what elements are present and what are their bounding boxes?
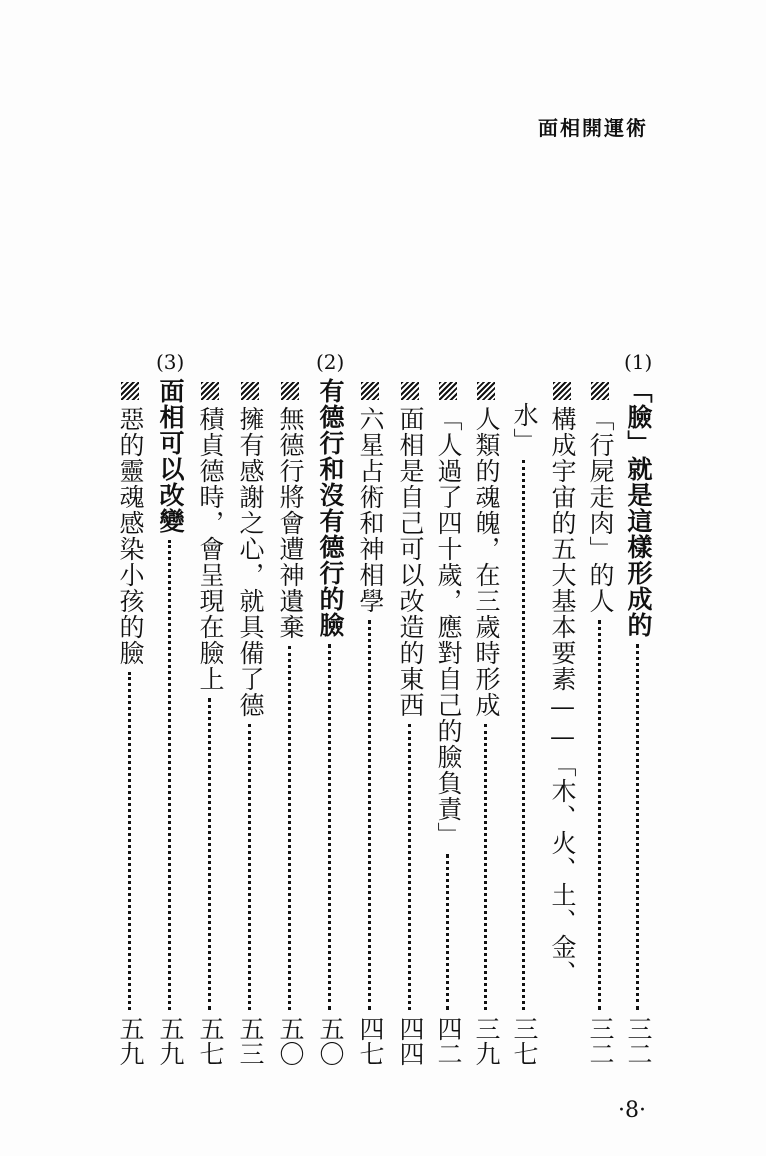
toc-title	[432, 378, 464, 848]
section-number: (1)	[624, 350, 653, 374]
dot-leader	[522, 460, 525, 1010]
hatched-square-icon	[553, 382, 571, 400]
hatched-square-icon	[439, 382, 457, 400]
toc-title	[622, 378, 654, 638]
dot-leader	[368, 620, 371, 1010]
toc-title-text: 人類的魂魄，在三歲時形成	[472, 406, 501, 718]
toc-entry	[584, 350, 616, 1080]
hatched-square-icon	[591, 382, 609, 400]
toc-title	[354, 378, 386, 614]
toc-title-text: 無德行將會遭神遺棄	[276, 406, 305, 640]
toc-entry	[394, 350, 426, 1080]
hatched-square-icon	[241, 382, 259, 400]
toc-title	[584, 378, 616, 614]
toc-entry	[508, 350, 540, 1080]
toc-entry	[354, 350, 386, 1080]
dot-leader	[598, 620, 601, 1010]
toc-title-text: 惡的靈魂感染小孩的臉	[116, 406, 145, 666]
toc-entry	[114, 350, 146, 1080]
toc-title	[508, 402, 540, 454]
toc-entry	[314, 350, 346, 1080]
hatched-square-icon	[281, 382, 299, 400]
toc-title	[234, 378, 266, 718]
toc-title	[394, 378, 426, 718]
toc-entry	[432, 350, 464, 1080]
toc-title	[194, 378, 226, 692]
toc-title	[154, 378, 186, 534]
toc-page-number: 三二	[624, 1016, 653, 1066]
toc-page-number: 三二	[586, 1016, 615, 1066]
dot-leader	[248, 724, 251, 1010]
dot-leader	[408, 724, 411, 1010]
dot-leader	[168, 540, 171, 1010]
toc-entry	[546, 350, 578, 1080]
toc-page-number: 三七	[510, 1016, 539, 1066]
toc-page-number: 四七	[356, 1016, 385, 1066]
toc-title-text: 六星占術和神相學	[356, 406, 385, 614]
section-number: (3)	[156, 350, 185, 374]
hatched-square-icon	[477, 382, 495, 400]
toc-title-text: 「人過了四十歲，應對自己的臉負責」	[434, 406, 463, 848]
toc-page-number: 五七	[196, 1016, 225, 1066]
dot-leader	[446, 854, 449, 1010]
dot-leader	[636, 644, 639, 1010]
toc-title-text: 「行屍走肉」的人	[586, 406, 615, 614]
toc-title-text: 有德行和沒有德行的臉	[316, 378, 345, 638]
toc-title	[114, 378, 146, 666]
toc-page-number: 四二	[434, 1016, 463, 1066]
toc-entry	[622, 350, 654, 1080]
toc-title	[314, 378, 346, 638]
toc-page-number: 五九	[116, 1016, 145, 1066]
toc-title-text: 面相是自己可以改造的東西	[396, 406, 425, 718]
toc-entry	[470, 350, 502, 1080]
toc-title-text: 構成宇宙的五大基本要素——「木、火、土、金、	[548, 406, 577, 986]
toc-title-text: 「臉」就是這樣形成的	[624, 378, 653, 638]
toc-page-number: 五〇	[316, 1016, 345, 1066]
toc-title	[546, 378, 578, 986]
toc-title	[470, 378, 502, 718]
toc-entry	[274, 350, 306, 1080]
toc-entry	[154, 350, 186, 1080]
dot-leader	[288, 646, 291, 1010]
dot-leader	[328, 644, 331, 1010]
toc-page-number: 五〇	[276, 1016, 305, 1066]
toc-title-text: 水」	[510, 402, 539, 454]
hatched-square-icon	[361, 382, 379, 400]
toc-title	[274, 378, 306, 640]
toc-page-number: 四四	[396, 1016, 425, 1066]
toc-entry	[234, 350, 266, 1080]
hatched-square-icon	[201, 382, 219, 400]
toc-page-number: 五三	[236, 1016, 265, 1066]
toc-title-text: 面相可以改變	[156, 378, 185, 534]
toc-title-text: 積貞德時，會呈現在臉上	[196, 406, 225, 692]
toc-page-number: 五九	[156, 1016, 185, 1066]
running-header: 面相開運術	[538, 116, 648, 140]
page-number: ·8·	[618, 1098, 646, 1123]
section-number: (2)	[316, 350, 345, 374]
dot-leader	[484, 724, 487, 1010]
toc-title-text: 擁有感謝之心，就具備了德	[236, 406, 265, 718]
hatched-square-icon	[121, 382, 139, 400]
toc-page-number: 三九	[472, 1016, 501, 1066]
dot-leader	[208, 698, 211, 1010]
table-of-contents	[0, 350, 766, 1090]
hatched-square-icon	[401, 382, 419, 400]
toc-entry	[194, 350, 226, 1080]
dot-leader	[128, 672, 131, 1010]
